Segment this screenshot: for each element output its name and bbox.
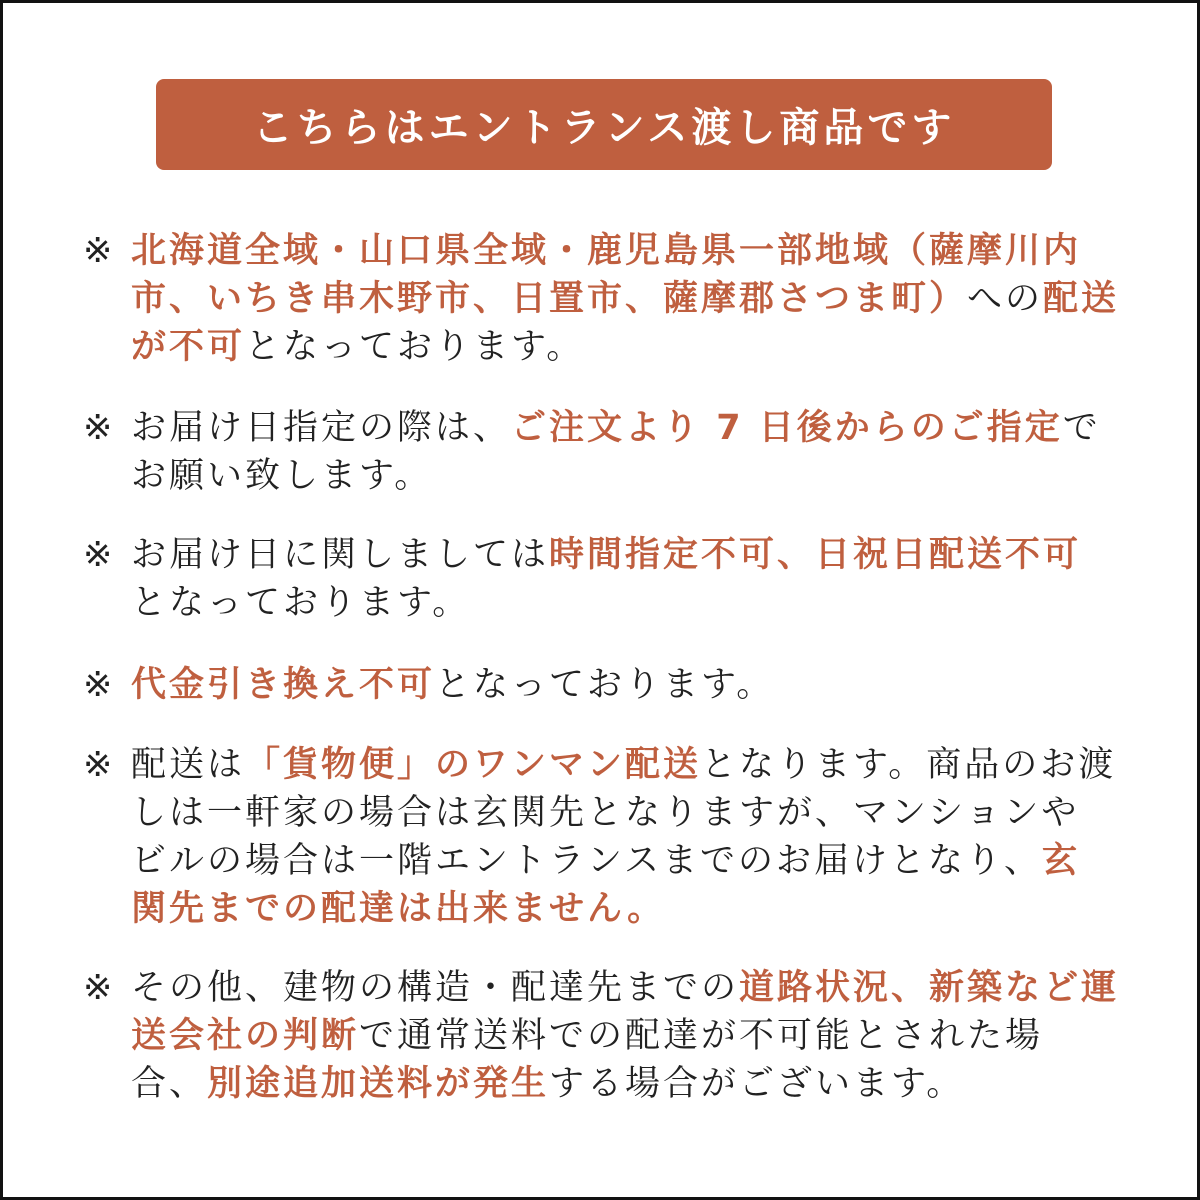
note-text: となっております。 <box>131 583 471 623</box>
note-item <box>83 531 1143 627</box>
note-line <box>131 452 1143 500</box>
note-line <box>131 885 1143 933</box>
highlighted-text: 配送 <box>1043 279 1120 319</box>
note-text: 合、 <box>131 1064 208 1104</box>
note-text: で <box>1062 408 1101 448</box>
highlighted-text: 市、いちき串木野市、日置市、薩摩郡さつま町） <box>131 279 968 319</box>
note-item <box>83 964 1143 1108</box>
note-text: への <box>967 279 1044 319</box>
note-text: で通常送料での配達が不可能とされた場 <box>359 1016 1044 1056</box>
note-text: となります。商品のお渡 <box>701 745 1117 785</box>
note-text: しは一軒家の場合は玄関先となりますが、マンションや <box>131 793 1080 833</box>
highlighted-text: 玄 <box>1041 841 1080 881</box>
note-item <box>83 741 1143 933</box>
note-text: 配送は <box>131 745 246 785</box>
note-mark: ※ <box>83 665 116 705</box>
highlighted-text: 北海道全域・山口県全域・鹿児島県一部地域（薩摩川内 <box>131 231 1082 271</box>
banner-title: こちらはエントランス渡し商品です <box>252 105 956 151</box>
note-mark: ※ <box>83 745 116 785</box>
highlighted-text: 送会社の判断 <box>131 1016 360 1056</box>
note-text: お届け日に関しましては <box>131 535 550 575</box>
highlighted-text: ご注文より 7 日後からのご指定 <box>511 408 1063 448</box>
note-line <box>131 1060 1143 1108</box>
note-line <box>131 323 1143 371</box>
note-text: その他、建物の構造・配達先までの <box>131 968 740 1008</box>
note-line <box>131 837 1143 885</box>
note-line <box>131 741 1143 789</box>
note-line <box>131 1012 1143 1060</box>
note-text: お届け日指定の際は、 <box>131 408 512 448</box>
note-line <box>131 579 1143 627</box>
note-mark: ※ <box>83 408 116 448</box>
note-line <box>131 404 1143 452</box>
note-text: ビルの場合は一階エントランスまでのお届けとなり、 <box>131 841 1042 881</box>
highlighted-text: 関先までの配達は出来ません。 <box>131 889 666 929</box>
highlighted-text: 道路状況、新築など運 <box>739 968 1120 1008</box>
note-item <box>83 227 1143 371</box>
note-mark: ※ <box>83 231 116 271</box>
note-line <box>131 964 1143 1012</box>
note-line <box>131 661 1143 709</box>
note-line <box>131 789 1143 837</box>
note-text: となっております。 <box>245 327 585 367</box>
highlighted-text: 代金引き換え不可 <box>131 665 436 705</box>
highlighted-text: 「貨物便」のワンマン配送 <box>245 745 702 785</box>
note-line <box>131 531 1143 579</box>
note-text: する場合がございます。 <box>549 1064 965 1104</box>
highlighted-text: 時間指定不可、日祝日配送不可 <box>549 535 1082 575</box>
highlighted-text: が不可 <box>131 327 246 367</box>
highlighted-text: 別途追加送料が発生 <box>207 1064 550 1104</box>
note-mark: ※ <box>83 968 116 1008</box>
note-mark: ※ <box>83 535 116 575</box>
entrance-delivery-banner <box>156 79 1052 170</box>
note-item <box>83 404 1143 500</box>
note-line <box>131 227 1143 275</box>
note-text: お願い致します。 <box>131 456 433 496</box>
note-item <box>83 661 1143 709</box>
note-line <box>131 275 1143 323</box>
note-text: となっております。 <box>435 665 775 705</box>
